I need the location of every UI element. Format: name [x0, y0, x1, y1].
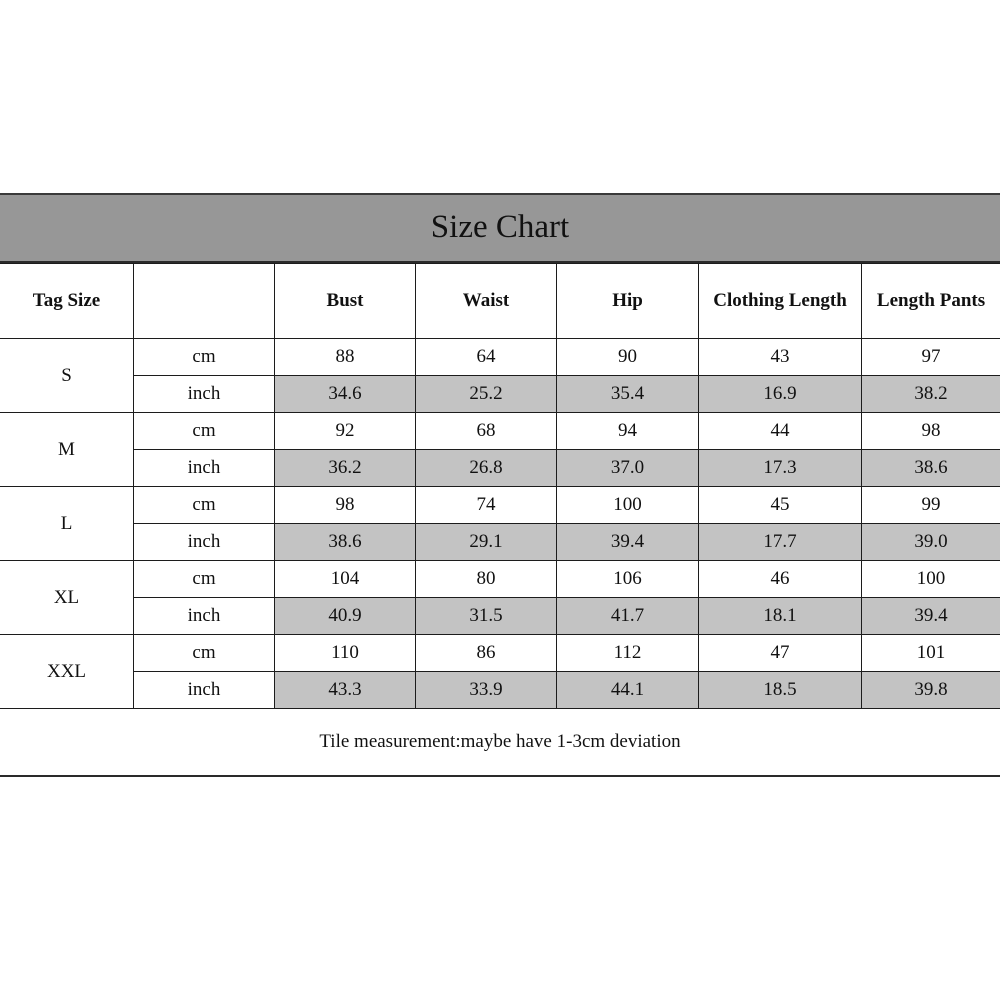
- cell-waist-inch: 31.5: [416, 598, 557, 635]
- cell-clothing-length-cm: 44: [699, 413, 862, 450]
- measurement-note-text: Tile measurement:maybe have 1-3cm deviation: [319, 731, 681, 752]
- header-row: [0, 264, 1000, 339]
- table-row: [0, 339, 1000, 376]
- cell-length-pants-inch: 39.8: [862, 672, 1000, 709]
- unit-label: inch: [134, 672, 275, 709]
- cell-bust-cm: 98: [275, 487, 416, 524]
- size-table: [0, 263, 1000, 709]
- cell-waist-inch: 33.9: [416, 672, 557, 709]
- unit-label: cm: [134, 487, 275, 524]
- unit-label: inch: [134, 524, 275, 561]
- header-tag-size: Tag Size: [0, 264, 134, 339]
- cell-hip-cm: 94: [557, 413, 699, 450]
- cell-length-pants-inch: 39.4: [862, 598, 1000, 635]
- cell-hip-inch: 41.7: [557, 598, 699, 635]
- table-row: [0, 524, 1000, 561]
- cell-waist-cm: 86: [416, 635, 557, 672]
- chart-title: Size Chart: [430, 208, 570, 245]
- size-label: S: [0, 339, 134, 413]
- unit-label: cm: [134, 635, 275, 672]
- cell-waist-inch: 29.1: [416, 524, 557, 561]
- cell-clothing-length-inch: 16.9: [699, 376, 862, 413]
- cell-clothing-length-inch: 17.3: [699, 450, 862, 487]
- cell-length-pants-cm: 99: [862, 487, 1000, 524]
- unit-label: cm: [134, 339, 275, 376]
- size-label: L: [0, 487, 134, 561]
- cell-bust-cm: 92: [275, 413, 416, 450]
- table-row: [0, 672, 1000, 709]
- table-row: [0, 376, 1000, 413]
- cell-clothing-length-inch: 18.5: [699, 672, 862, 709]
- cell-length-pants-inch: 38.2: [862, 376, 1000, 413]
- cell-waist-cm: 80: [416, 561, 557, 598]
- table-row: [0, 413, 1000, 450]
- cell-hip-cm: 106: [557, 561, 699, 598]
- cell-clothing-length-cm: 46: [699, 561, 862, 598]
- cell-hip-inch: 37.0: [557, 450, 699, 487]
- cell-bust-inch: 34.6: [275, 376, 416, 413]
- cell-waist-inch: 25.2: [416, 376, 557, 413]
- header-waist: Waist: [416, 264, 557, 339]
- cell-waist-cm: 68: [416, 413, 557, 450]
- cell-bust-inch: 43.3: [275, 672, 416, 709]
- chart-title-bar: [0, 193, 1000, 263]
- table-row: [0, 487, 1000, 524]
- header-clothing-length: Clothing Length: [699, 264, 862, 339]
- cell-bust-cm: 110: [275, 635, 416, 672]
- unit-label: inch: [134, 598, 275, 635]
- header-unit: [134, 264, 275, 339]
- cell-length-pants-cm: 98: [862, 413, 1000, 450]
- cell-clothing-length-inch: 17.7: [699, 524, 862, 561]
- cell-hip-inch: 39.4: [557, 524, 699, 561]
- unit-label: inch: [134, 450, 275, 487]
- cell-length-pants-cm: 100: [862, 561, 1000, 598]
- size-label: XL: [0, 561, 134, 635]
- cell-length-pants-inch: 38.6: [862, 450, 1000, 487]
- cell-length-pants-cm: 101: [862, 635, 1000, 672]
- unit-label: cm: [134, 561, 275, 598]
- cell-clothing-length-cm: 43: [699, 339, 862, 376]
- cell-bust-inch: 36.2: [275, 450, 416, 487]
- size-chart: [0, 193, 1000, 777]
- table-row: [0, 598, 1000, 635]
- cell-waist-cm: 64: [416, 339, 557, 376]
- unit-label: cm: [134, 413, 275, 450]
- cell-hip-cm: 112: [557, 635, 699, 672]
- cell-hip-inch: 35.4: [557, 376, 699, 413]
- cell-clothing-length-cm: 45: [699, 487, 862, 524]
- table-row: [0, 561, 1000, 598]
- header-hip: Hip: [557, 264, 699, 339]
- measurement-note: [0, 709, 1000, 777]
- cell-bust-cm: 88: [275, 339, 416, 376]
- table-row: [0, 450, 1000, 487]
- cell-waist-cm: 74: [416, 487, 557, 524]
- size-label: M: [0, 413, 134, 487]
- cell-hip-inch: 44.1: [557, 672, 699, 709]
- size-label: XXL: [0, 635, 134, 709]
- cell-length-pants-cm: 97: [862, 339, 1000, 376]
- header-length-pants: Length Pants: [862, 264, 1000, 339]
- cell-bust-inch: 40.9: [275, 598, 416, 635]
- table-row: [0, 635, 1000, 672]
- cell-clothing-length-cm: 47: [699, 635, 862, 672]
- unit-label: inch: [134, 376, 275, 413]
- cell-bust-cm: 104: [275, 561, 416, 598]
- cell-waist-inch: 26.8: [416, 450, 557, 487]
- cell-hip-cm: 90: [557, 339, 699, 376]
- cell-bust-inch: 38.6: [275, 524, 416, 561]
- cell-length-pants-inch: 39.0: [862, 524, 1000, 561]
- cell-hip-cm: 100: [557, 487, 699, 524]
- header-bust: Bust: [275, 264, 416, 339]
- cell-clothing-length-inch: 18.1: [699, 598, 862, 635]
